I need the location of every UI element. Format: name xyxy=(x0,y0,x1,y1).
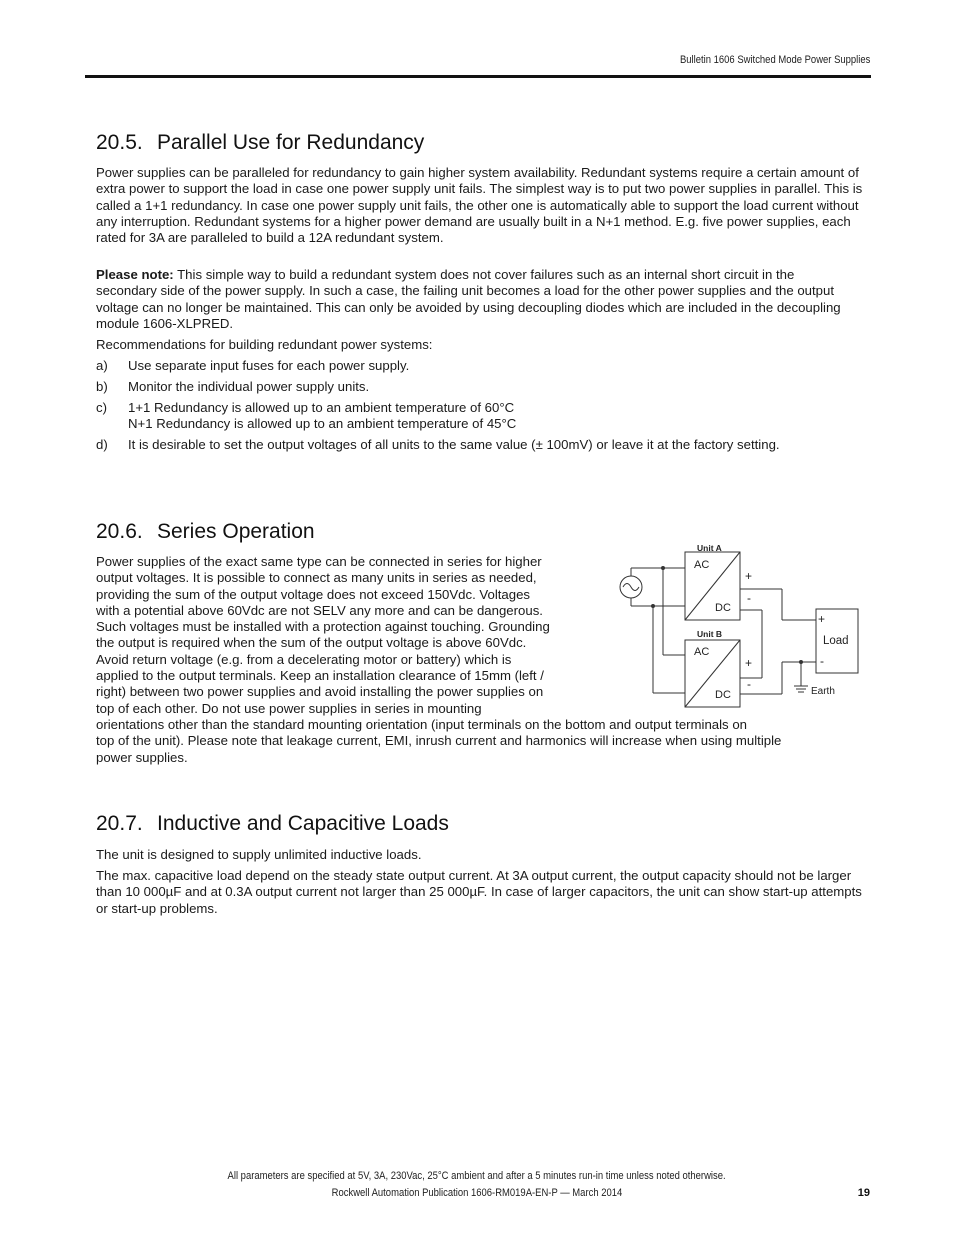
svg-text:AC: AC xyxy=(694,559,710,571)
list-text: Use separate input fuses for each power supply. xyxy=(128,358,410,373)
please-note-paragraph xyxy=(96,267,848,332)
redundancy-paragraph: Power supplies can be paralleled for redundancy to gain higher system availability. Redundant systems require a certain amount of extra power to support the load in case one power supply unit fails. The simplest way is to put two power supplies in parallel. This is called a 1+1 redundancy. In case one power supply unit fails, the other one is automatically able to support the load current without any interruption. Redundant systems for a higher power demand are usually built in a N+1 method. E.g. five power supplies, each rated for 3A are paralleled to build a 12A redundant system. xyxy=(96,165,863,246)
section-number: 20.7. xyxy=(96,812,143,835)
note-label: Please note: xyxy=(96,267,174,282)
series-wiring-diagram xyxy=(610,538,870,708)
list-marker: a) xyxy=(96,358,108,373)
section-number: 20.6. xyxy=(96,520,143,543)
svg-text:-: - xyxy=(747,591,751,605)
section-title: Parallel Use for Redundancy xyxy=(157,131,425,154)
capacitive-paragraph: The max. capacitive load depend on the steady state output current. At 3A output current, the output capacity should not be larger than 10 000µF and at 0.3A output current not larger than 25 000µF. In case of larger capacitors, the unit can show start-up attempts or start-up problems. xyxy=(96,868,862,916)
note-text: This simple way to build a redundant system does not cover failures such as an internal short circuit in the secondary side of the power supply. In such a case, the failing unit becomes a load for the other power supplies and the output voltage can no longer be maintained. This can only be avoided by using decoupling diodes which are included in the decoupling module 1606-XLPRED. xyxy=(96,267,841,331)
section-number: 20.5. xyxy=(96,131,143,154)
svg-text:+: + xyxy=(745,569,753,583)
earth-label: Earth xyxy=(811,686,835,697)
running-header: Bulletin 1606 Switched Mode Power Supplies xyxy=(679,54,870,66)
svg-text:-: - xyxy=(747,677,751,691)
footer-note: All parameters are specified at 5V, 3A, 230Vac, 25°C ambient and after a 5 minutes run-in time unless noted otherwise. xyxy=(227,1170,727,1182)
unit-b-label: Unit B xyxy=(697,629,723,639)
svg-text:DC: DC xyxy=(715,689,731,701)
section-heading-20-5 xyxy=(96,131,424,155)
section-title: Series Operation xyxy=(157,520,315,543)
unit-a-label: Unit A xyxy=(697,543,722,553)
list-text: It is desirable to set the output voltages of all units to the same value (± 100mV) or leave it at the factory setting. xyxy=(128,437,780,452)
section-heading-20-7 xyxy=(96,812,449,836)
svg-text:+: + xyxy=(745,656,753,670)
sine-wave-icon xyxy=(623,584,639,591)
svg-text:+: + xyxy=(818,612,826,626)
svg-text:-: - xyxy=(820,654,824,668)
series-paragraph-narrow: Power supplies of the exact same type can be connected in series for higher output voltages. It is possible to connect as many units in series as needed, providing the sum of the output voltage does not exceed 150Vdc. Voltages with a potential above 60Vdc are not SELV any more and can be dangerous. Such voltages must be installed with a protection against touching. Grounding the output is required when the sum of the output voltage is above 60Vdc. Avoid return voltage (e.g. from a decelerating motor or battery) which is applied to the output terminals. Keep an installation clearance of 15mm (left / right) between two power supplies and avoid installing the power supplies on top of each other. Do not use power supplies in series in mounting xyxy=(96,554,550,716)
header-rule xyxy=(85,75,871,78)
list-text: 1+1 Redundancy is allowed up to an ambient temperature of 60°C N+1 Redundancy is allowed up to an ambient temperature of 45°C xyxy=(128,400,517,431)
list-marker: d) xyxy=(96,437,108,452)
section-heading-20-6 xyxy=(96,520,315,544)
recommendations-intro: Recommendations for building redundant power systems: xyxy=(96,337,433,352)
series-paragraph-wide: orientations other than the standard mounting orientation (input terminals on the bottom and output terminals on top of the unit). Please note that leakage current, EMI, inrush current and harmonics will increase when using multiple power supplies. xyxy=(96,717,782,765)
section-title: Inductive and Capacitive Loads xyxy=(157,812,449,835)
list-marker: b) xyxy=(96,379,108,394)
svg-text:AC: AC xyxy=(694,646,710,658)
list-marker: c) xyxy=(96,400,107,415)
page-number: 19 xyxy=(857,1187,870,1199)
footer-publication: Rockwell Automation Publication 1606-RM019A-EN-P — March 2014 xyxy=(331,1187,623,1199)
load-label: Load xyxy=(823,635,849,647)
svg-text:DC: DC xyxy=(715,602,731,614)
inductive-paragraph: The unit is designed to supply unlimited inductive loads. xyxy=(96,847,422,862)
list-text: Monitor the individual power supply units. xyxy=(128,379,370,394)
